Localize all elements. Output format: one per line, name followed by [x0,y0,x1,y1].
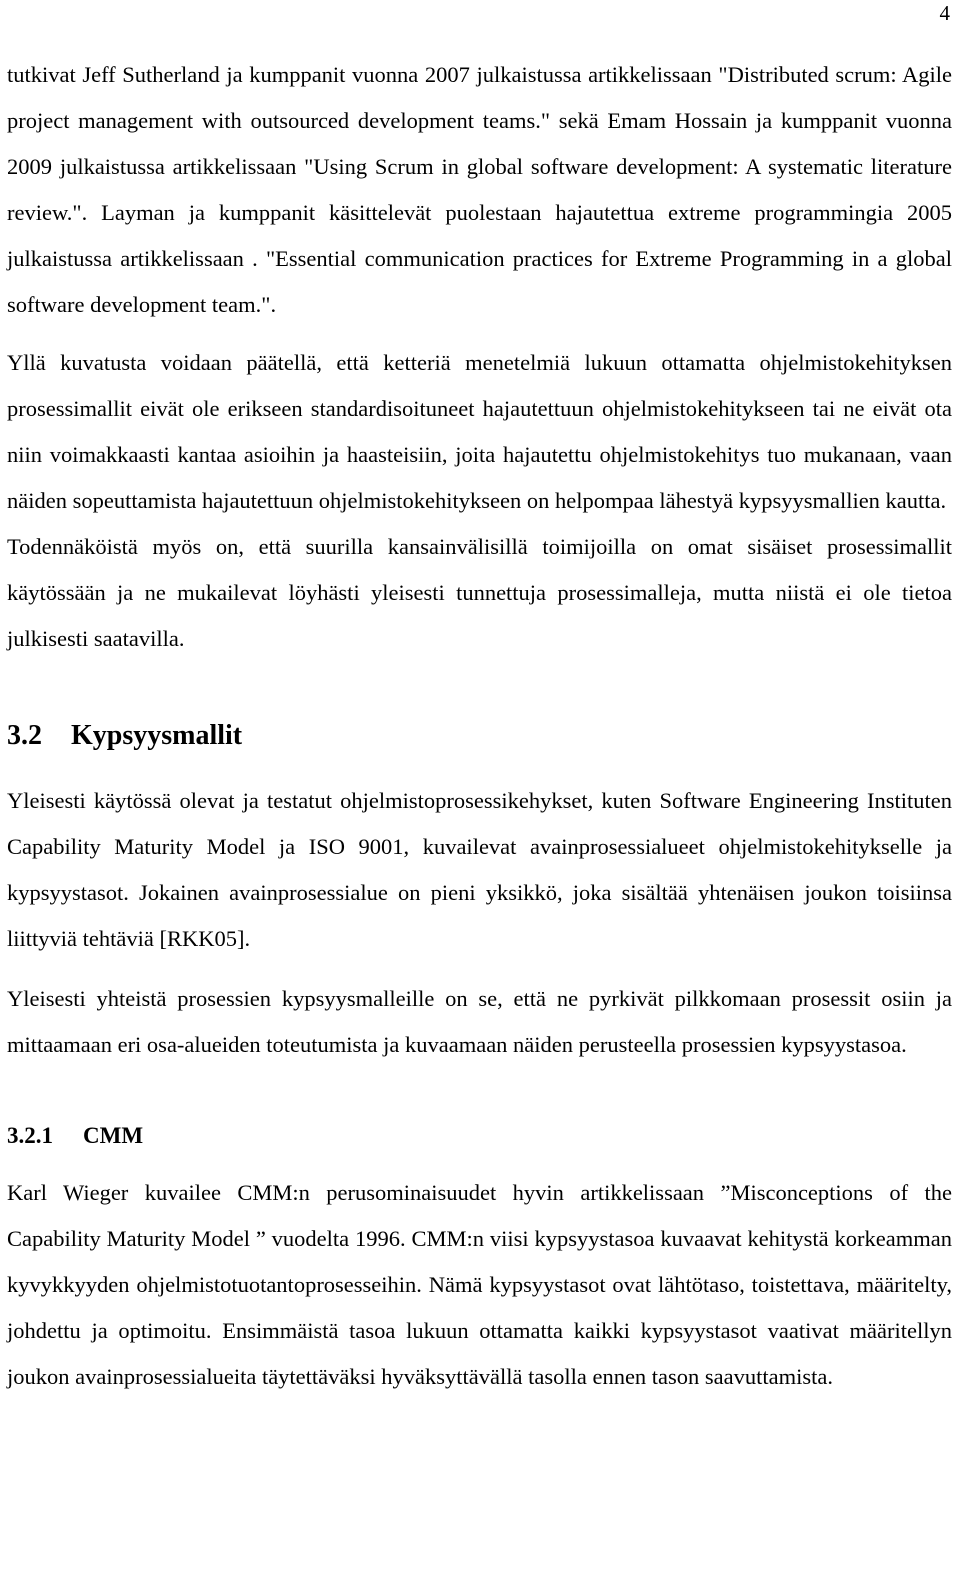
section-number: 3.2 [7,720,42,751]
page-number: 4 [939,1,950,25]
subsection-number: 3.2.1 [7,1123,53,1148]
section-heading [7,716,952,756]
document-body [7,52,952,1400]
subsection-title: CMM [83,1123,144,1148]
paragraph-international-actors: Todennäköistä myös on, että suurilla kansainvälisillä toimijoilla on omat sisäiset prosessimallit käytössään ja ne mukailevat löyhästi yleisesti tunnettuja prosessimalleja, mutta niistä ei ole tietoa julkisesti saatavilla. [7,534,952,651]
paragraph-maturity-models: Yleisesti yhteistä prosessien kypsyysmalleille on se, että ne pyrkivät pilkkomaan prosessit osiin ja mittaamaan eri osa-alueiden toteutumista ja kuvaamaan näiden perusteella prosessien kypsyystasoa. [7,986,952,1057]
paragraph-frameworks: Yleisesti käytössä olevat ja testatut ohjelmistoprosessikehykset, kuten Software Engineering Instituten Capability Maturity Model ja ISO 9001, kuvailevat avainprosessialueet ohjelmistokehitykselle ja kypsyystasot. Jokainen avainprosessialue on pieni yksikkö, joka sisältää yhtenäisen joukon toisiinsa liittyviä tehtäviä [RKK05]. [7,788,952,951]
section-title: Kypsyysmallit [71,720,243,751]
paragraph-conclusion: Yllä kuvatusta voidaan päätellä, että ketteriä menetelmiä lukuun ottamatta ohjelmistokehityksen prosessimallit eivät ole erikseen standardisoituneet hajautettuun ohjelmistokehitykseen tai ne eivät ota niin voimakkaasti kantaa asioihin ja haasteisiin, joita hajautettu ohjelmistokehitys tuo mukanaan, vaan näiden sopeuttamista hajautettuun ohjelmistokehitykseen on helpompaa lähestyä kypsyysmallien kautta. [7,350,952,513]
subsection-heading [7,1118,952,1154]
paragraph-cmm: Karl Wieger kuvailee CMM:n perusominaisuudet hyvin artikkelissaan ”Misconceptions of the Capability Maturity Model ” vuodelta 1996. CMM:n viisi kypsyystasoa kuvaavat kehitystä korkeamman kyvykkyyden ohjelmistotuotantoprosesseihin. Nämä kypsyystasot ovat lähtötaso, toistettava, määritelty, johdettu ja optimoitu. Ensimmäistä tasoa lukuun ottamatta kaikki kypsyystasot vaativat määritellyn joukon avainprosessialueita täytettäväksi hyväksyttävällä tasolla ennen tason saavuttamista. [7,1180,952,1389]
paragraph-related-work: tutkivat Jeff Sutherland ja kumppanit vuonna 2007 julkaistussa artikkelissaan "Distributed scrum: Agile project management with outsourced development teams." sekä Emam Hossain ja kumppanit vuonna 2009 julkaistussa artikkelissaan "Using Scrum in global software development: A systematic literature review.". Layman ja kumppanit käsittelevät puolestaan hajautettua extreme programmingia 2005 julkaistussa artikkelissaan . "Essential communication practices for Extreme Programming in a global software development team.". [7,62,952,317]
